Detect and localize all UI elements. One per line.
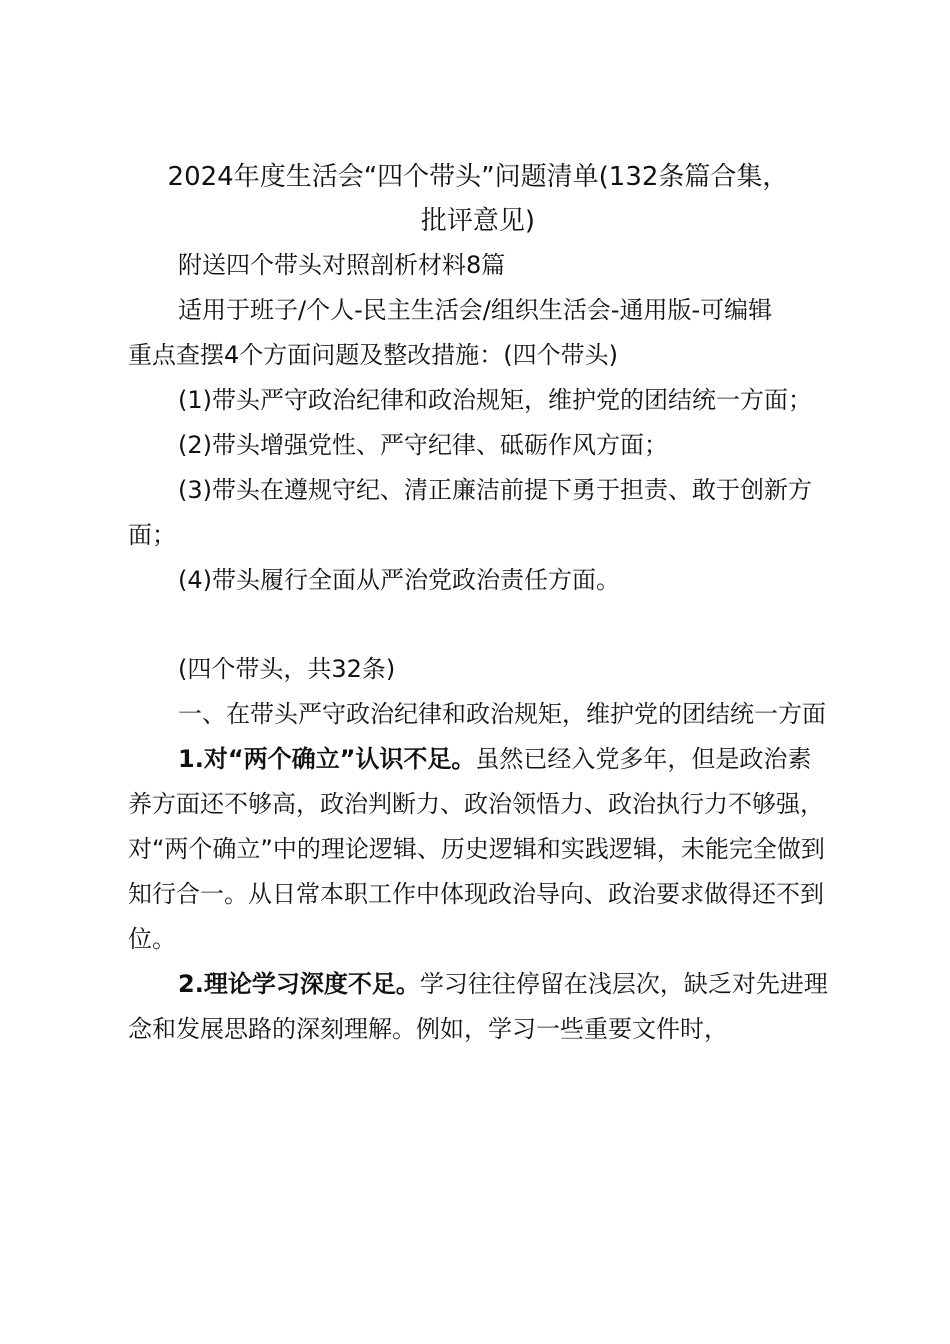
attachment-note: 附送四个带头对照剖析材料8篇 bbox=[178, 251, 506, 279]
section-heading: 一、在带头严守政治纪律和政治规矩，维护党的团结统一方面 bbox=[178, 700, 826, 728]
title-line-1: 2024年度生活会“四个带头”问题清单(132条篇合集， bbox=[167, 162, 789, 192]
focus-heading: 重点查摆4个方面问题及整改措施：(四个带头) bbox=[128, 341, 618, 369]
list-item-4: (4)带头履行全面从严治党政治责任方面。 bbox=[178, 566, 620, 594]
list-item-1: (1)带头严守政治纪律和政治规矩，维护党的团结统一方面； bbox=[178, 386, 812, 414]
list-item-2: (2)带头增强党性、严守纪律、砥砺作风方面； bbox=[178, 431, 668, 459]
document-title bbox=[122, 155, 834, 243]
problem-item-2 bbox=[128, 962, 828, 1052]
problem-body-1: 虽然已经入党多年，但是政治素养方面还不够高，政治判断力、政治领悟力、政治执行力不够强，对“两个确立”中的理论逻辑、历史逻辑和实践逻辑，未能完全做到知行合一。从日常本职工作中体现政治导向、政治要求做得还不到位。 bbox=[128, 745, 825, 953]
title-line-2: 批评意见) bbox=[420, 206, 536, 236]
section-count: (四个带头，共32条) bbox=[178, 655, 396, 683]
problem-heading-1: 1.对“两个确立”认识不足。 bbox=[178, 745, 476, 773]
problem-heading-2: 2.理论学习深度不足。 bbox=[178, 970, 420, 998]
applicability-note: 适用于班子/个人-民主生活会/组织生活会-通用版-可编辑 bbox=[178, 296, 773, 324]
problem-item-1 bbox=[128, 737, 828, 962]
blank-line bbox=[128, 603, 828, 647]
document-page bbox=[128, 155, 828, 1052]
list-item-3: (3)带头在遵规守纪、清正廉洁前提下勇于担责、敢于创新方面； bbox=[128, 476, 812, 549]
problem-body-2: 学习往往停留在浅层次，缺乏对先进理念和发展思路的深刻理解。例如，学习一些重要文件时， bbox=[128, 970, 828, 1043]
